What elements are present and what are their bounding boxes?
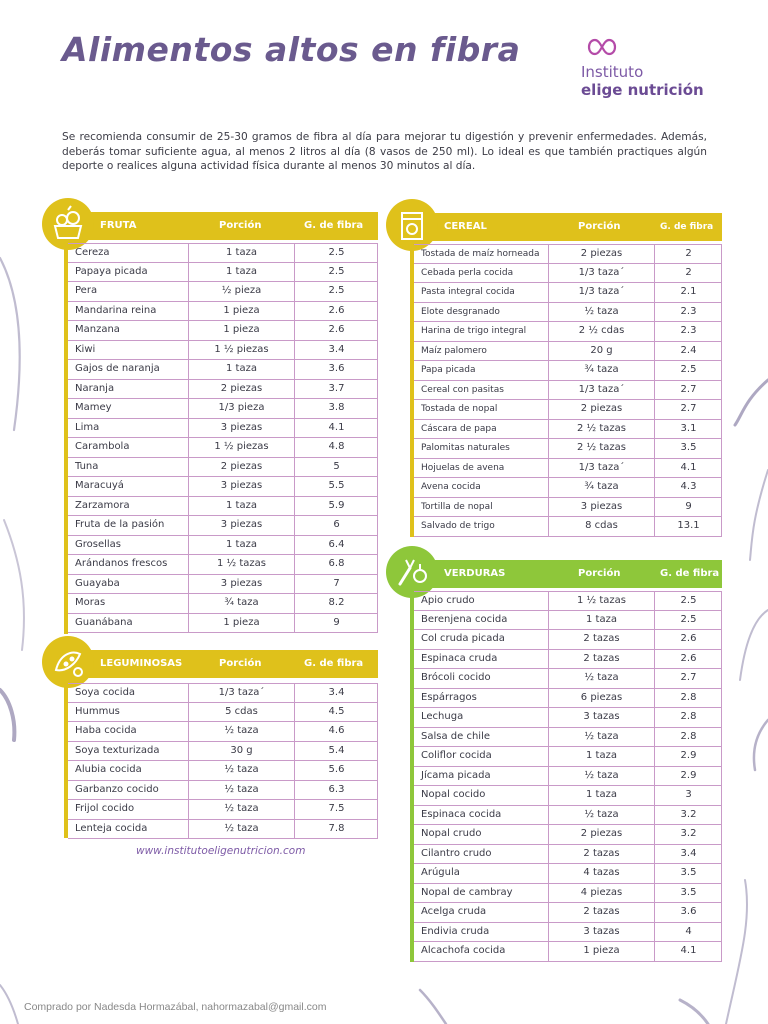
portion-cell: 2 piezas bbox=[188, 458, 294, 477]
table-row bbox=[68, 575, 377, 595]
food-name-cell: Guayaba bbox=[75, 577, 120, 589]
portion-cell: 1/3 taza´ bbox=[548, 381, 654, 400]
fiber-cell: 2.6 bbox=[294, 302, 378, 321]
fiber-cell: 3.7 bbox=[294, 380, 378, 399]
portion-cell: 2 piezas bbox=[548, 245, 654, 263]
fiber-cell: 3.2 bbox=[654, 806, 722, 825]
table-row bbox=[414, 728, 721, 748]
table-row bbox=[68, 458, 377, 478]
col-fiber-header: G. de fibra bbox=[660, 222, 714, 232]
fiber-cell: 7.5 bbox=[294, 800, 378, 819]
table-row bbox=[68, 243, 377, 263]
table-row bbox=[68, 781, 377, 801]
fiber-cell: 2.4 bbox=[654, 342, 722, 361]
fiber-cell: 4.1 bbox=[654, 942, 722, 961]
table-row bbox=[414, 708, 721, 728]
portion-cell: 1/3 taza´ bbox=[548, 264, 654, 283]
table-row bbox=[68, 341, 377, 361]
footer-purchase-note: Comprado por Nadesda Hormazábal, nahormazabal@gmail.com bbox=[24, 1001, 327, 1013]
portion-cell: 8 cdas bbox=[548, 517, 654, 536]
food-name-cell: Tuna bbox=[75, 460, 99, 472]
portion-cell: 3 tazas bbox=[548, 708, 654, 727]
table-verduras bbox=[414, 560, 722, 962]
food-name-cell: Tostada de maíz horneada bbox=[421, 249, 540, 259]
table-row bbox=[414, 381, 721, 401]
table-row bbox=[414, 884, 721, 904]
table-row bbox=[414, 361, 721, 381]
food-name-cell: Zarzamora bbox=[75, 499, 130, 511]
table-row bbox=[68, 438, 377, 458]
fiber-cell: 3.4 bbox=[294, 684, 378, 702]
portion-cell: 1 ½ piezas bbox=[188, 438, 294, 457]
table-row bbox=[414, 283, 721, 303]
portion-cell: 1 taza bbox=[548, 747, 654, 766]
fiber-cell: 2.8 bbox=[654, 689, 722, 708]
fiber-cell: 2 bbox=[654, 245, 722, 263]
fiber-cell: 9 bbox=[654, 498, 722, 517]
fiber-cell: 2.3 bbox=[654, 303, 722, 322]
website-link[interactable]: www.institutoeligenutricion.com bbox=[136, 845, 306, 857]
portion-cell: 1 taza bbox=[188, 263, 294, 282]
food-name-cell: Arúgula bbox=[421, 867, 460, 878]
food-name-cell: Lima bbox=[75, 421, 100, 433]
table-fruta bbox=[68, 212, 378, 634]
portion-cell: ½ taza bbox=[188, 722, 294, 741]
fiber-cell: 2.6 bbox=[294, 321, 378, 340]
table-row bbox=[414, 459, 721, 479]
logo-line2: elige nutrición bbox=[581, 81, 704, 99]
food-name-cell: Nopal de cambray bbox=[421, 886, 513, 898]
table-header bbox=[68, 212, 378, 240]
portion-cell: 1 taza bbox=[188, 360, 294, 379]
food-name-cell: Guanábana bbox=[75, 616, 133, 628]
table-row bbox=[414, 689, 721, 709]
table-row bbox=[68, 263, 377, 283]
portion-cell: 3 piezas bbox=[548, 498, 654, 517]
fiber-cell: 3.8 bbox=[294, 399, 378, 418]
fiber-cell: 2.6 bbox=[654, 630, 722, 649]
fiber-cell: 4.6 bbox=[294, 722, 378, 741]
fiber-cell: 2.5 bbox=[654, 361, 722, 380]
fiber-cell: 6.4 bbox=[294, 536, 378, 555]
table-row bbox=[68, 516, 377, 536]
table-row bbox=[414, 591, 721, 611]
food-name-cell: Espinaca cruda bbox=[421, 652, 498, 664]
portion-cell: 3 piezas bbox=[188, 419, 294, 438]
portion-cell: ¾ taza bbox=[188, 594, 294, 613]
food-name-cell: Papaya picada bbox=[75, 265, 148, 277]
table-leguminosas bbox=[68, 650, 378, 838]
food-name-cell: Cereza bbox=[75, 247, 110, 258]
table-row bbox=[414, 342, 721, 362]
table-row bbox=[68, 360, 377, 380]
food-name-cell: Fruta de la pasión bbox=[75, 519, 165, 530]
food-name-cell: Carambola bbox=[75, 441, 130, 452]
fiber-cell: 2.3 bbox=[654, 322, 722, 341]
food-name-cell: Salsa de chile bbox=[421, 730, 490, 742]
col-portion-header: Porción bbox=[578, 568, 621, 579]
table-row bbox=[68, 761, 377, 781]
table-row bbox=[68, 800, 377, 820]
table-title: FRUTA bbox=[100, 220, 137, 231]
table-row bbox=[414, 611, 721, 631]
fiber-cell: 3.4 bbox=[654, 845, 722, 864]
table-title: VERDURAS bbox=[444, 568, 506, 579]
food-name-cell: Pasta integral cocida bbox=[421, 287, 515, 297]
food-name-cell: Frijol cocido bbox=[75, 803, 135, 814]
fiber-cell: 3.5 bbox=[654, 864, 722, 883]
table-title: LEGUMINOSAS bbox=[100, 658, 183, 669]
table-row bbox=[414, 498, 721, 518]
portion-cell: ½ taza bbox=[188, 820, 294, 839]
fiber-cell: 3 bbox=[654, 786, 722, 805]
table-row bbox=[414, 923, 721, 943]
portion-cell: 5 cdas bbox=[188, 703, 294, 722]
fiber-cell: 4.3 bbox=[654, 478, 722, 497]
food-name-cell: Avena cocida bbox=[421, 482, 481, 492]
table-header bbox=[414, 560, 722, 588]
portion-cell: 2 piezas bbox=[548, 825, 654, 844]
intro-paragraph: Se recomienda consumir de 25-30 gramos de fibra al día para mejorar tu digestión y prevenir enfermedades. Además, deberás tomar suficiente agua, al menos 2 litros al día (8 vasos de 250 ml). Lo ideal es que también practiques algún deporte o realices alguna actividad física durante al menos 30 minutos al día. bbox=[62, 131, 707, 172]
table-row bbox=[68, 614, 377, 634]
table-row bbox=[68, 820, 377, 840]
food-name-cell: Haba cocida bbox=[75, 725, 137, 736]
portion-cell: 1 pieza bbox=[188, 302, 294, 321]
portion-cell: ½ taza bbox=[548, 767, 654, 786]
table-body bbox=[68, 683, 378, 839]
portion-cell: ½ taza bbox=[548, 303, 654, 322]
table-row bbox=[414, 845, 721, 865]
table-body bbox=[68, 243, 378, 633]
fiber-cell: 2.5 bbox=[294, 244, 378, 262]
food-name-cell: Soya texturizada bbox=[75, 744, 160, 756]
food-name-cell: Tortilla de nopal bbox=[421, 501, 493, 512]
fiber-cell: 2.5 bbox=[654, 592, 722, 610]
portion-cell: 1/3 taza´ bbox=[548, 283, 654, 302]
table-row bbox=[414, 806, 721, 826]
table-row bbox=[414, 420, 721, 440]
table-header bbox=[68, 650, 378, 678]
portion-cell: 1 pieza bbox=[188, 614, 294, 633]
food-name-cell: Palomitas naturales bbox=[421, 443, 510, 453]
portion-cell: 3 tazas bbox=[548, 923, 654, 942]
food-name-cell: Mandarina reina bbox=[75, 304, 157, 316]
table-row bbox=[414, 264, 721, 284]
portion-cell: ½ taza bbox=[548, 806, 654, 825]
fiber-cell: 2.1 bbox=[654, 283, 722, 302]
food-name-cell: Grosellas bbox=[75, 538, 122, 550]
fiber-cell: 2.5 bbox=[294, 263, 378, 282]
fiber-cell: 2.5 bbox=[654, 611, 722, 630]
infinity-logo-icon bbox=[583, 36, 621, 58]
page-title: Alimentos altos en fibra bbox=[62, 30, 521, 69]
table-row bbox=[414, 478, 721, 498]
fiber-cell: 3.4 bbox=[294, 341, 378, 360]
table-row bbox=[68, 536, 377, 556]
portion-cell: 4 tazas bbox=[548, 864, 654, 883]
table-row bbox=[414, 517, 721, 537]
food-name-cell: Cilantro crudo bbox=[421, 847, 492, 859]
table-row bbox=[68, 594, 377, 614]
portion-cell: 3 piezas bbox=[188, 575, 294, 594]
table-row bbox=[414, 767, 721, 787]
portion-cell: ¾ taza bbox=[548, 478, 654, 497]
table-row bbox=[68, 703, 377, 723]
portion-cell: ½ taza bbox=[188, 781, 294, 800]
food-name-cell: Mamey bbox=[75, 402, 112, 413]
portion-cell: 2 tazas bbox=[548, 630, 654, 649]
food-name-cell: Manzana bbox=[75, 324, 120, 335]
fiber-cell: 2 bbox=[654, 264, 722, 283]
portion-cell: 1 taza bbox=[188, 497, 294, 516]
table-row bbox=[414, 747, 721, 767]
food-name-cell: Acelga cruda bbox=[421, 906, 487, 917]
food-name-cell: Gajos de naranja bbox=[75, 363, 160, 374]
fiber-cell: 8.2 bbox=[294, 594, 378, 613]
col-portion-header: Porción bbox=[219, 658, 262, 669]
food-name-cell: Cebada perla cocida bbox=[421, 267, 514, 278]
table-row bbox=[414, 303, 721, 323]
food-name-cell: Apio crudo bbox=[421, 595, 475, 606]
portion-cell: 1/3 taza´ bbox=[548, 459, 654, 478]
fiber-cell: 2.7 bbox=[654, 381, 722, 400]
fiber-cell: 9 bbox=[294, 614, 378, 633]
food-name-cell: Moras bbox=[75, 597, 106, 608]
table-row bbox=[414, 630, 721, 650]
food-name-cell: Endivia cruda bbox=[421, 925, 490, 937]
table-row bbox=[414, 942, 721, 962]
col-fiber-header: G. de fibra bbox=[660, 568, 720, 579]
portion-cell: 2 tazas bbox=[548, 845, 654, 864]
portion-cell: 30 g bbox=[188, 742, 294, 761]
portion-cell: 1 taza bbox=[188, 244, 294, 262]
fiber-cell: 4.1 bbox=[294, 419, 378, 438]
table-row bbox=[68, 742, 377, 762]
portion-cell: 1/3 taza´ bbox=[188, 684, 294, 702]
food-name-cell: Alubia cocida bbox=[75, 764, 142, 775]
food-name-cell: Espárragos bbox=[421, 691, 477, 703]
table-row bbox=[414, 244, 721, 264]
portion-cell: 6 piezas bbox=[548, 689, 654, 708]
food-name-cell: Arándanos frescos bbox=[75, 558, 168, 569]
portion-cell: ½ taza bbox=[188, 761, 294, 780]
table-row bbox=[414, 903, 721, 923]
portion-cell: 1 ½ tazas bbox=[188, 555, 294, 574]
fiber-cell: 3.1 bbox=[654, 420, 722, 439]
fiber-cell: 5.9 bbox=[294, 497, 378, 516]
table-row bbox=[68, 555, 377, 575]
fiber-cell: 2.9 bbox=[654, 767, 722, 786]
fiber-cell: 6.8 bbox=[294, 555, 378, 574]
food-name-cell: Papa picada bbox=[421, 365, 476, 375]
table-row bbox=[414, 786, 721, 806]
portion-cell: ½ taza bbox=[548, 669, 654, 688]
food-name-cell: Hojuelas de avena bbox=[421, 462, 505, 473]
fiber-cell: 4.1 bbox=[654, 459, 722, 478]
fiber-cell: 6.3 bbox=[294, 781, 378, 800]
table-row bbox=[68, 419, 377, 439]
fiber-cell: 13.1 bbox=[654, 517, 722, 536]
portion-cell: 1 ½ piezas bbox=[188, 341, 294, 360]
table-row bbox=[414, 322, 721, 342]
portion-cell: 2 tazas bbox=[548, 903, 654, 922]
brand-logo bbox=[581, 36, 721, 100]
food-name-cell: Jícama picada bbox=[421, 769, 491, 781]
portion-cell: 1 ½ tazas bbox=[548, 592, 654, 610]
table-row bbox=[68, 282, 377, 302]
food-name-cell: Berenjena cocida bbox=[421, 613, 508, 625]
food-name-cell: Alcachofa cocida bbox=[421, 945, 506, 956]
food-name-cell: Espinaca cocida bbox=[421, 808, 502, 820]
fiber-cell: 4.8 bbox=[294, 438, 378, 457]
food-name-cell: Coliflor cocida bbox=[421, 750, 492, 761]
fiber-cell: 3.6 bbox=[294, 360, 378, 379]
legumes-icon bbox=[42, 636, 94, 688]
food-name-cell: Maracuyá bbox=[75, 480, 124, 491]
portion-cell: 2 ½ tazas bbox=[548, 420, 654, 439]
food-name-cell: Naranja bbox=[75, 382, 115, 394]
table-title: CEREAL bbox=[444, 221, 487, 232]
food-name-cell: Harina de trigo integral bbox=[421, 326, 527, 336]
portion-cell: 2 ½ cdas bbox=[548, 322, 654, 341]
table-header bbox=[414, 213, 722, 241]
food-name-cell: Nopal cocido bbox=[421, 789, 486, 800]
food-name-cell: Cereal con pasitas bbox=[421, 384, 504, 395]
table-row bbox=[68, 722, 377, 742]
table-row bbox=[68, 497, 377, 517]
fiber-cell: 2.8 bbox=[654, 728, 722, 747]
table-row bbox=[68, 302, 377, 322]
food-name-cell: Soya cocida bbox=[75, 687, 136, 698]
portion-cell: ½ taza bbox=[188, 800, 294, 819]
fiber-cell: 7 bbox=[294, 575, 378, 594]
portion-cell: 1 taza bbox=[548, 786, 654, 805]
portion-cell: 1/3 pieza bbox=[188, 399, 294, 418]
fiber-cell: 5 bbox=[294, 458, 378, 477]
food-name-cell: Elote desgranado bbox=[421, 306, 500, 317]
fiber-cell: 5.4 bbox=[294, 742, 378, 761]
table-row bbox=[68, 321, 377, 341]
food-name-cell: Salvado de trigo bbox=[421, 521, 495, 531]
fiber-cell: 2.6 bbox=[654, 650, 722, 669]
portion-cell: 2 piezas bbox=[548, 400, 654, 419]
portion-cell: ½ pieza bbox=[188, 282, 294, 301]
fiber-cell: 5.6 bbox=[294, 761, 378, 780]
portion-cell: ¾ taza bbox=[548, 361, 654, 380]
fiber-cell: 7.8 bbox=[294, 820, 378, 839]
col-fiber-header: G. de fibra bbox=[304, 658, 364, 669]
food-name-cell: Garbanzo cocido bbox=[75, 783, 159, 795]
fiber-cell: 2.8 bbox=[654, 708, 722, 727]
fiber-cell: 3.6 bbox=[654, 903, 722, 922]
portion-cell: 2 ½ tazas bbox=[548, 439, 654, 458]
portion-cell: 1 taza bbox=[188, 536, 294, 555]
portion-cell: 3 piezas bbox=[188, 477, 294, 496]
food-name-cell: Kiwi bbox=[75, 343, 96, 355]
fiber-cell: 6 bbox=[294, 516, 378, 535]
fiber-cell: 4.5 bbox=[294, 703, 378, 722]
food-name-cell: Hummus bbox=[75, 705, 120, 717]
col-portion-header: Porción bbox=[578, 221, 621, 232]
portion-cell: ½ taza bbox=[548, 728, 654, 747]
table-row bbox=[414, 825, 721, 845]
table-cereal bbox=[414, 213, 722, 537]
col-portion-header: Porción bbox=[219, 220, 262, 231]
col-fiber-header: G. de fibra bbox=[304, 220, 364, 231]
table-row bbox=[68, 399, 377, 419]
portion-cell: 1 taza bbox=[548, 611, 654, 630]
fiber-cell: 4 bbox=[654, 923, 722, 942]
fiber-cell: 3.5 bbox=[654, 884, 722, 903]
portion-cell: 3 piezas bbox=[188, 516, 294, 535]
food-name-cell: Cáscara de papa bbox=[421, 423, 497, 434]
table-row bbox=[414, 400, 721, 420]
food-name-cell: Pera bbox=[75, 285, 98, 296]
table-body bbox=[414, 591, 722, 962]
portion-cell: 2 piezas bbox=[188, 380, 294, 399]
table-row bbox=[68, 380, 377, 400]
food-name-cell: Lechuga bbox=[421, 711, 464, 722]
fiber-cell: 5.5 bbox=[294, 477, 378, 496]
table-row bbox=[414, 669, 721, 689]
table-row bbox=[414, 439, 721, 459]
food-name-cell: Brócoli cocido bbox=[421, 672, 491, 683]
food-name-cell: Lenteja cocida bbox=[75, 822, 148, 834]
table-row bbox=[68, 477, 377, 497]
fiber-cell: 3.5 bbox=[654, 439, 722, 458]
portion-cell: 4 piezas bbox=[548, 884, 654, 903]
portion-cell: 1 pieza bbox=[548, 942, 654, 961]
fiber-cell: 2.9 bbox=[654, 747, 722, 766]
table-body bbox=[414, 244, 722, 537]
table-row bbox=[68, 683, 377, 703]
food-name-cell: Tostada de nopal bbox=[421, 404, 498, 414]
fiber-cell: 2.7 bbox=[654, 400, 722, 419]
portion-cell: 2 tazas bbox=[548, 650, 654, 669]
food-name-cell: Nopal crudo bbox=[421, 828, 482, 839]
fiber-cell: 2.7 bbox=[654, 669, 722, 688]
fiber-cell: 2.5 bbox=[294, 282, 378, 301]
fiber-cell: 3.2 bbox=[654, 825, 722, 844]
logo-line1: Instituto bbox=[581, 63, 644, 81]
portion-cell: 1 pieza bbox=[188, 321, 294, 340]
portion-cell: 20 g bbox=[548, 342, 654, 361]
food-name-cell: Col cruda picada bbox=[421, 633, 505, 644]
table-row bbox=[414, 650, 721, 670]
table-row bbox=[414, 864, 721, 884]
food-name-cell: Maíz palomero bbox=[421, 345, 487, 356]
